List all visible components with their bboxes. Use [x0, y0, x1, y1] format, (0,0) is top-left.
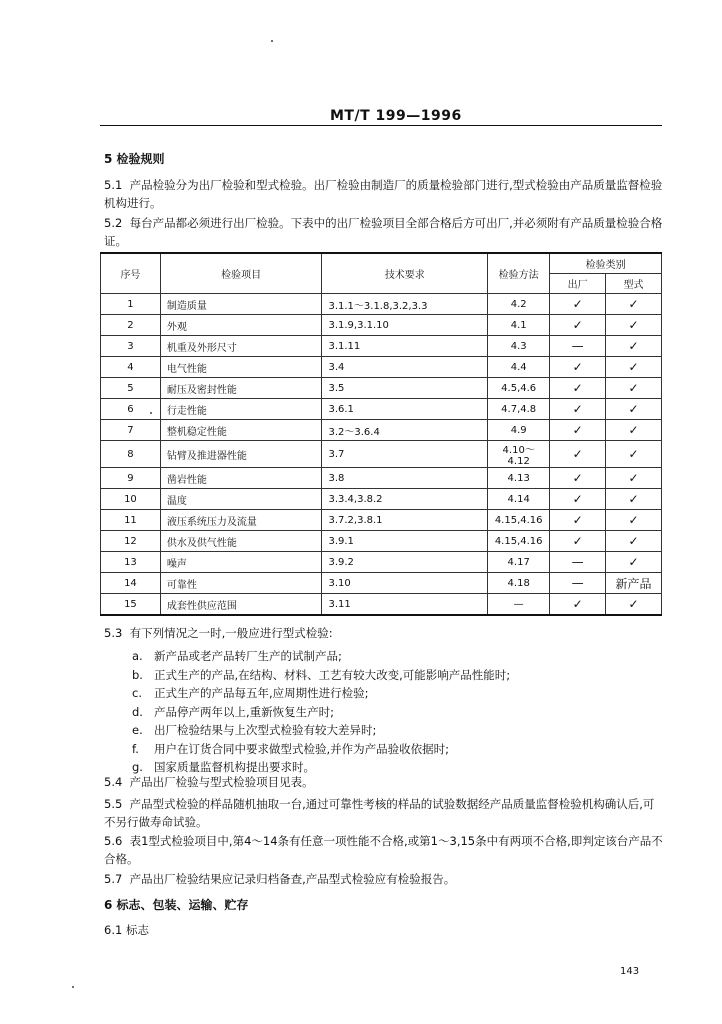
row-requirement: 3.8 — [322, 468, 488, 489]
section-6-title: 6 标志、包装、运输、贮存 — [104, 898, 249, 912]
table-row — [101, 315, 662, 336]
table-row — [101, 552, 662, 573]
header-type: 型式 — [606, 274, 662, 294]
row-factory: ✓ — [550, 594, 606, 616]
row-factory: ✓ — [550, 399, 606, 420]
row-type: ✓ — [606, 336, 662, 357]
clause-number: 5.3 — [104, 626, 123, 640]
list-item — [132, 722, 376, 738]
row-seq: 14 — [101, 573, 161, 594]
inspection-table — [100, 252, 662, 616]
table-row — [101, 489, 662, 510]
header-rule — [100, 125, 662, 126]
clause-text: 产品出厂检验与型式检验项目见表。 — [129, 775, 314, 789]
row-method: 4.14 — [488, 489, 550, 510]
row-seq: 10 — [101, 489, 161, 510]
clause-text: 每台产品都必须进行出厂检验。下表中的出厂检验项目全部合格后方可出厂,并必须附有产品质量检验合格证。 — [104, 216, 663, 248]
table-row — [101, 510, 662, 531]
row-method: 4.1 — [488, 315, 550, 336]
clause-text: 有下列情况之一时,一般应进行型式检验: — [129, 626, 333, 640]
row-item: 供水及供气性能 — [160, 531, 322, 552]
row-method: 4.10～4.12 — [488, 441, 550, 468]
paragraph-5-1 — [104, 176, 664, 212]
row-requirement: 3.4 — [322, 357, 488, 378]
clause-text: 表1型式检验项目中,第4～14条有任意一项性能不合格,或第1～3,15条中有两项不合格,即判定该台产品不合格。 — [104, 834, 663, 866]
clause-number: 5.6 — [104, 834, 123, 848]
row-item: 可靠性 — [160, 573, 322, 594]
row-requirement: 3.9.2 — [322, 552, 488, 573]
row-item: 钻臂及推进器性能 — [160, 441, 322, 468]
row-type: ✓ — [606, 594, 662, 616]
row-factory: ✓ — [550, 510, 606, 531]
row-type: ✓ — [606, 294, 662, 315]
row-method: 4.4 — [488, 357, 550, 378]
row-method: 4.15,4.16 — [488, 531, 550, 552]
table-row — [101, 294, 662, 315]
list-item-label: c. — [132, 686, 142, 700]
list-item-label: a. — [132, 649, 143, 663]
table-row — [101, 420, 662, 441]
row-factory: ✓ — [550, 489, 606, 510]
row-item: 电气性能 — [160, 357, 322, 378]
row-type: ✓ — [606, 489, 662, 510]
row-type: ✓ — [606, 420, 662, 441]
paragraph-5-7 — [104, 870, 664, 888]
row-type: ✓ — [606, 531, 662, 552]
row-requirement: 3.2～3.6.4 — [322, 420, 488, 441]
row-requirement: 3.7 — [322, 441, 488, 468]
row-type: ✓ — [606, 468, 662, 489]
clause-text: 产品检验分为出厂检验和型式检验。出厂检验由制造厂的质量检验部门进行,型式检验由产品质量监督检验机构进行。 — [104, 178, 663, 210]
row-type: ✓ — [606, 315, 662, 336]
row-requirement: 3.1.1～3.1.8,3.2,3.3 — [322, 294, 488, 315]
table-row — [101, 378, 662, 399]
clause-number: 5.4 — [104, 775, 123, 789]
table-row — [101, 594, 662, 616]
clause-number: 5.2 — [104, 216, 123, 230]
list-item-text: 正式生产的产品,在结构、材料、工艺有较大改变,可能影响产品性能时; — [154, 667, 511, 682]
table-row — [101, 531, 662, 552]
paragraph-5-5 — [104, 795, 664, 831]
row-type: ✓ — [606, 399, 662, 420]
header-factory: 出厂 — [550, 274, 606, 294]
list-item-text: 产品停产两年以上,重新恢复生产时; — [154, 704, 335, 719]
row-type: ✓ — [606, 378, 662, 399]
paragraph-5-2 — [104, 214, 664, 250]
row-item: 整机稳定性能 — [160, 420, 322, 441]
table-row — [101, 336, 662, 357]
row-seq: 8 — [101, 441, 161, 468]
scan-speck — [271, 40, 273, 42]
row-requirement: 3.1.11 — [322, 336, 488, 357]
list-item-text: 用户在订货合同中要求做型式检验,并作为产品验收依据时; — [154, 741, 450, 756]
row-type: ✓ — [606, 552, 662, 573]
row-item: 噪声 — [160, 552, 322, 573]
row-seq: 2 — [101, 315, 161, 336]
table-row — [101, 441, 662, 468]
row-seq: 9 — [101, 468, 161, 489]
row-item: 液压系统压力及流量 — [160, 510, 322, 531]
list-item-label: g. — [132, 760, 143, 774]
row-method: 4.13 — [488, 468, 550, 489]
row-factory: — — [550, 573, 606, 594]
row-seq: 11 — [101, 510, 161, 531]
document-code: MT/T 199—1996 — [330, 108, 462, 124]
row-factory: ✓ — [550, 420, 606, 441]
row-item: 行走性能 — [160, 399, 322, 420]
list-item — [132, 685, 369, 701]
row-requirement: 3.3.4,3.8.2 — [322, 489, 488, 510]
row-item: 机重及外形尺寸 — [160, 336, 322, 357]
clause-number: 5.1 — [104, 178, 123, 192]
row-type: 新产品 — [606, 573, 662, 594]
row-requirement: 3.7.2,3.8.1 — [322, 510, 488, 531]
list-item — [132, 704, 334, 720]
row-factory: ✓ — [550, 531, 606, 552]
section-5-title: 5 检验规则 — [104, 152, 165, 166]
row-requirement: 3.9.1 — [322, 531, 488, 552]
row-seq: 1 — [101, 294, 161, 315]
row-method: 4.15,4.16 — [488, 510, 550, 531]
table-row — [101, 468, 662, 489]
clause-number: 5.5 — [104, 797, 123, 811]
header-requirement: 技术要求 — [322, 253, 488, 294]
row-method: 4.7,4.8 — [488, 399, 550, 420]
table-row — [101, 357, 662, 378]
page-number: 143 — [620, 966, 640, 977]
clause-number: 5.7 — [104, 872, 123, 886]
header-seq: 序号 — [101, 253, 161, 294]
list-item-text: 新产品或老产品转厂生产的试制产品; — [154, 649, 342, 663]
row-seq: 6 — [101, 399, 161, 420]
row-requirement: 3.10 — [322, 573, 488, 594]
row-seq: 4 — [101, 357, 161, 378]
list-item-label: e. — [132, 723, 143, 737]
row-seq: 13 — [101, 552, 161, 573]
header-category: 检验类别 — [550, 253, 662, 274]
table-row — [101, 399, 662, 420]
row-requirement: 3.6.1 — [322, 399, 488, 420]
row-factory: ✓ — [550, 357, 606, 378]
row-factory: ✓ — [550, 315, 606, 336]
list-item-label: f. — [132, 741, 139, 756]
row-method: 4.5,4.6 — [488, 378, 550, 399]
row-type: ✓ — [606, 510, 662, 531]
list-item-text: 国家质量监督机构提出要求时。 — [154, 760, 315, 774]
clause-text: 产品型式检验的样品随机抽取一台,通过可靠性考核的样品的试验数据经产品质量监督检验机构确认后,可不另行做寿命试验。 — [104, 797, 655, 829]
list-item-text: 出厂检验结果与上次型式检验有较大差异时; — [154, 723, 377, 737]
row-item: 温度 — [160, 489, 322, 510]
row-method: 4.18 — [488, 573, 550, 594]
row-requirement: 3.1.9,3.1.10 — [322, 315, 488, 336]
list-item-label: d. — [132, 704, 143, 719]
row-method: 4.9 — [488, 420, 550, 441]
row-factory: ✓ — [550, 441, 606, 468]
row-type: ✓ — [606, 441, 662, 468]
row-factory: ✓ — [550, 468, 606, 489]
list-item — [132, 667, 510, 683]
row-factory: — — [550, 336, 606, 357]
row-item: 制造质量 — [160, 294, 322, 315]
row-requirement: 3.11 — [322, 594, 488, 616]
row-item: 成套性供应范围 — [160, 594, 322, 616]
scan-speck — [72, 986, 74, 988]
list-item — [132, 741, 449, 757]
row-type: ✓ — [606, 357, 662, 378]
header-method: 检验方法 — [488, 253, 550, 294]
row-item: 凿岩性能 — [160, 468, 322, 489]
row-method: 4.3 — [488, 336, 550, 357]
header-item: 检验项目 — [160, 253, 322, 294]
row-requirement: 3.5 — [322, 378, 488, 399]
paragraph-5-4 — [104, 773, 664, 791]
list-item — [132, 648, 342, 664]
row-method: — — [488, 594, 550, 616]
table-row — [101, 573, 662, 594]
row-item: 耐压及密封性能 — [160, 378, 322, 399]
row-factory: — — [550, 552, 606, 573]
row-item: 外观 — [160, 315, 322, 336]
row-method: 4.2 — [488, 294, 550, 315]
row-factory: ✓ — [550, 378, 606, 399]
row-seq: 3 — [101, 336, 161, 357]
paragraph-5-6 — [104, 832, 664, 868]
row-seq: 7 — [101, 420, 161, 441]
subsection-6-1: 6.1 标志 — [104, 923, 149, 937]
clause-text: 产品出厂检验结果应记录归档备查,产品型式检验应有检验报告。 — [129, 872, 456, 886]
row-seq: 15 — [101, 594, 161, 616]
list-item-text: 正式生产的产品每五年,应周期性进行检验; — [154, 686, 369, 700]
row-method: 4.17 — [488, 552, 550, 573]
row-factory: ✓ — [550, 294, 606, 315]
row-seq: 12 — [101, 531, 161, 552]
paragraph-5-3 — [104, 624, 664, 642]
list-item-label: b. — [132, 667, 143, 682]
row-seq: 5 — [101, 378, 161, 399]
